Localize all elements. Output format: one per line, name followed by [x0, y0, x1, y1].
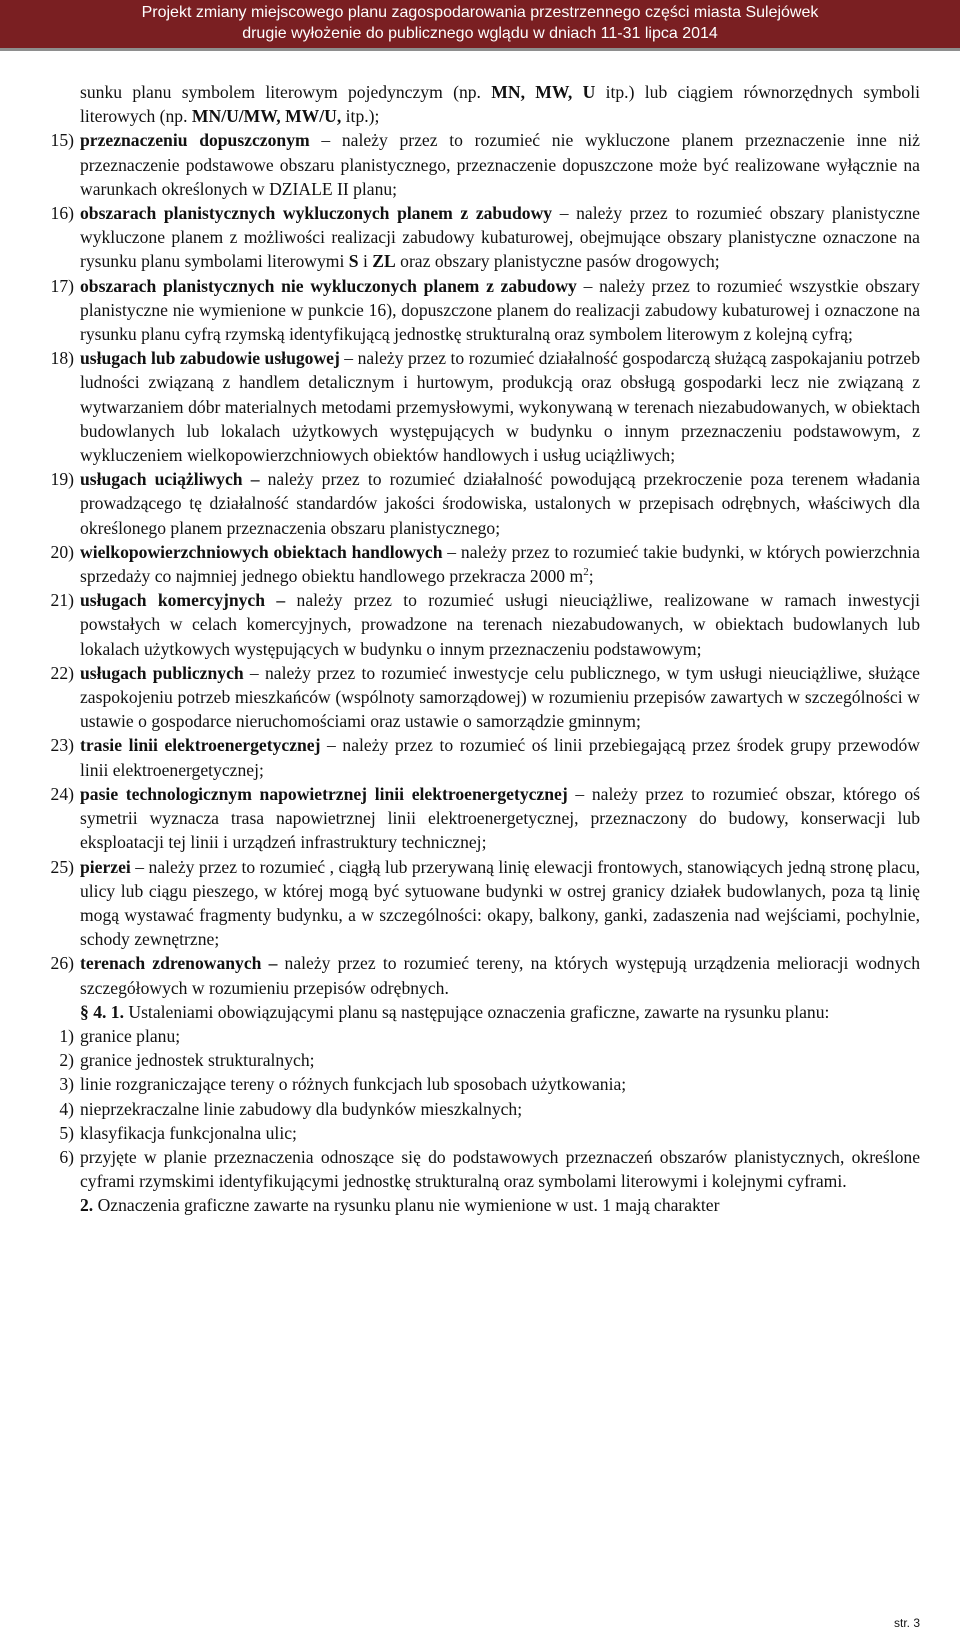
section-4-paragraph: § 4. 1. Ustaleniami obowiązującymi planu są następujące oznaczenia graficzne, zawarte na rysunku planu: — [80, 1001, 830, 1022]
definition-term: przeznaczeniu dopuszczonym — [80, 130, 310, 151]
paragraph-number: 2. — [80, 1195, 94, 1216]
definition-item: 20) wielkopowierzchniowych obiektach handlowych – należy przez to rozumieć takie budynki, w których powierzchnia sprzedaży co najmniej jednego obiektu handlowego przekracza 2000 $m^2$; — [50, 541, 920, 587]
definition-item: 19) usługach uciążliwych – należy przez to rozumieć działalność powodującą przekroczenie poza terenem władania prowadzącego tę działalność standardów jakości środowiska, ustalonych w przepisach odrębnych, właściwych dla określonego planem przeznaczenia obszaru planistycznego; — [50, 469, 920, 538]
list-item: 6) przyjęte w planie przeznaczenia odnoszące się do podstawowych przeznaczeń obszarów planistycznych, określone cyframi rzymskimi identyfikującymi jednostkę strukturalną oraz symbolami literowymi i kolejnymi cyframi. — [59, 1146, 920, 1192]
definition-term: usługach uciążliwych – — [80, 469, 260, 490]
definition-item: 21) usługach komercyjnych – należy przez to rozumieć usługi nieuciążliwe, realizowane w ramach inwestycji powstałych w celach komercyjnych, prowadzone na terenach niezabudowanych, w obiektach budowlanych lub lokalach użytkowych występujących w budynku o innym przeznaczeniu podstawowym; — [50, 590, 920, 659]
definition-term: usługach lub zabudowie usługowej — [80, 348, 340, 369]
definition-term: usługach komercyjnych – — [80, 590, 286, 611]
header-line-1: Projekt zmiany miejscowego planu zagospodarowania przestrzennego części miasta Sulejówek — [141, 4, 819, 21]
definition-item: 15) przeznaczeniu dopuszczonym – należy przez to rozumieć nie wykluczone planem przeznaczenie inne niż przeznaczenie podstawowe obszaru planistycznego, przeznaczenie dopuszczone może być realizowane wyłącznie na warunkach określonych w DZIALE II planu; — [50, 130, 920, 199]
definition-term: terenach zdrenowanych – — [80, 953, 278, 974]
document-header — [0, 0, 960, 48]
definition-item: 25) pierzei – należy przez to rozumieć , ciągłą lub przerywaną linię elewacji frontowych, stanowiących jedną stronę placu, ulicy lub ciągu pieszego, w której mogą być sytuowane budynki w ostrej granicy działek budowlanych, poza tą linię mogą wystawać fragmenty budynku, a w szczególności: okapy, balkony, ganki, zadaszenia nad wejściami, pochylnie, schody zewnętrzne; — [50, 856, 920, 950]
definition-item: 24) pasie technologicznym napowietrznej linii elektroenergetycznej – należy przez to rozumieć obszar, którego oś symetrii wyznacza trasa napowietrznej linii elektroenergetycznej, przeznaczony do budowy, konserwacji lub eksploatacji tej linii i urządzeń infrastruktury technicznej; — [50, 783, 920, 853]
list-item: 5) klasyfikacja funkcjonalna ulic; — [59, 1122, 297, 1143]
definition-term: trasie linii elektroenergetycznej — [80, 735, 321, 756]
definition-term: usługach publicznych — [80, 662, 244, 683]
definition-term: pasie technologicznym napowietrznej linii elektroenergetycznej — [80, 783, 568, 804]
definition-item: 17) obszarach planistycznych nie wykluczonych planem z zabudowy – należy przez to rozumieć wszystkie obszary planistyczne nie wymienione w punkcie 16), dopuszczone planem do realizacji zabudowy kubaturowej i oznaczone na rysunku planu cyfrą rzymską identyfikującą jednostkę strukturalną oraz symbolem literowym z kolejną cyfrą; — [50, 275, 920, 345]
definition-term: pierzei — [80, 856, 131, 877]
definition-item: 18) usługach lub zabudowie usługowej – należy przez to rozumieć działalność gospodarczą służącą zaspokajaniu potrzeb ludności związaną z handlem detalicznym i hurtowym, produkcją oraz obsługą gospodarki lecz nie związaną z wytwarzaniem dóbr materialnych metodami przemysłowymi, wykonywaną w terenach niezabudowanych, w obiektach budowlanych lub lokalach użytkowych występujących w budynku o innym przeznaczeniu podstawowym, z wykluczeniem wielkopowierzchniowych obiektów handlowych i usług uciążliwych; — [50, 348, 920, 466]
list-item: 3) linie rozgraniczające tereny o różnych funkcjach lub sposobach użytkowania; — [59, 1074, 627, 1095]
list-item: 4) nieprzekraczalne linie zabudowy dla budynków mieszkalnych; — [59, 1098, 523, 1119]
definition-term: wielkopowierzchniowych obiektach handlowych — [80, 541, 443, 562]
section-number: § 4. 1. — [80, 1001, 124, 1022]
definition-item: 26) terenach zdrenowanych – należy przez to rozumieć tereny, na których występują urządzenia melioracji wodnych szczegółowych w rozumieniu przepisów odrębnych. — [50, 953, 921, 998]
document-body — [0, 80, 960, 1218]
paragraph-2: 2. Oznaczenia graficzne zawarte na rysunku planu nie wymienione w ust. 1 mają charakter — [80, 1195, 720, 1216]
page-number: str. 3 — [893, 1616, 920, 1630]
intro-paragraph: sunku planu symbolem literowym pojedynczym (np. MN, MW, U itp.) lub ciągiem równorzędnych symboli literowych (np. MN/U/MW, MW/U, itp.); — [80, 82, 920, 127]
definition-item: 16) obszarach planistycznych wykluczonych planem z zabudowy – należy przez to rozumieć obszary planistyczne wykluczone planem z możliwości realizacji zabudowy kubaturowej, obejmujące obszary planistyczne oznaczone na rysunku planu symbolami literowymi S i ZL oraz obszary planistyczne pasów drogowych; — [50, 203, 920, 272]
list-item: 1) granice planu; — [59, 1025, 181, 1046]
header-line-2: drugie wyłożenie do publicznego wglądu w dniach 11-31 lipca 2014 — [242, 25, 718, 42]
definition-item: 22) usługach publicznych – należy przez to rozumieć inwestycje celu publicznego, w tym usługi nieuciążliwe, służące zaspokojeniu potrzeb mieszkańców (wspólnoty samorządowej) w rozumieniu przepisów zawartych w szczególności w ustawie o gospodarce nieruchomościami oraz ustawie o samorządzie gminnym; — [50, 662, 920, 732]
definition-term: obszarach planistycznych wykluczonych planem z zabudowy — [80, 203, 553, 224]
definition-item: 23) trasie linii elektroenergetycznej – należy przez to rozumieć oś linii przebiegającą przez środek grupy przewodów linii elektroenergetycznej; — [50, 735, 921, 780]
header-divider — [0, 48, 960, 51]
list-item: 2) granice jednostek strukturalnych; — [59, 1050, 315, 1071]
definition-term: obszarach planistycznych nie wykluczonych planem z zabudowy — [80, 275, 577, 296]
